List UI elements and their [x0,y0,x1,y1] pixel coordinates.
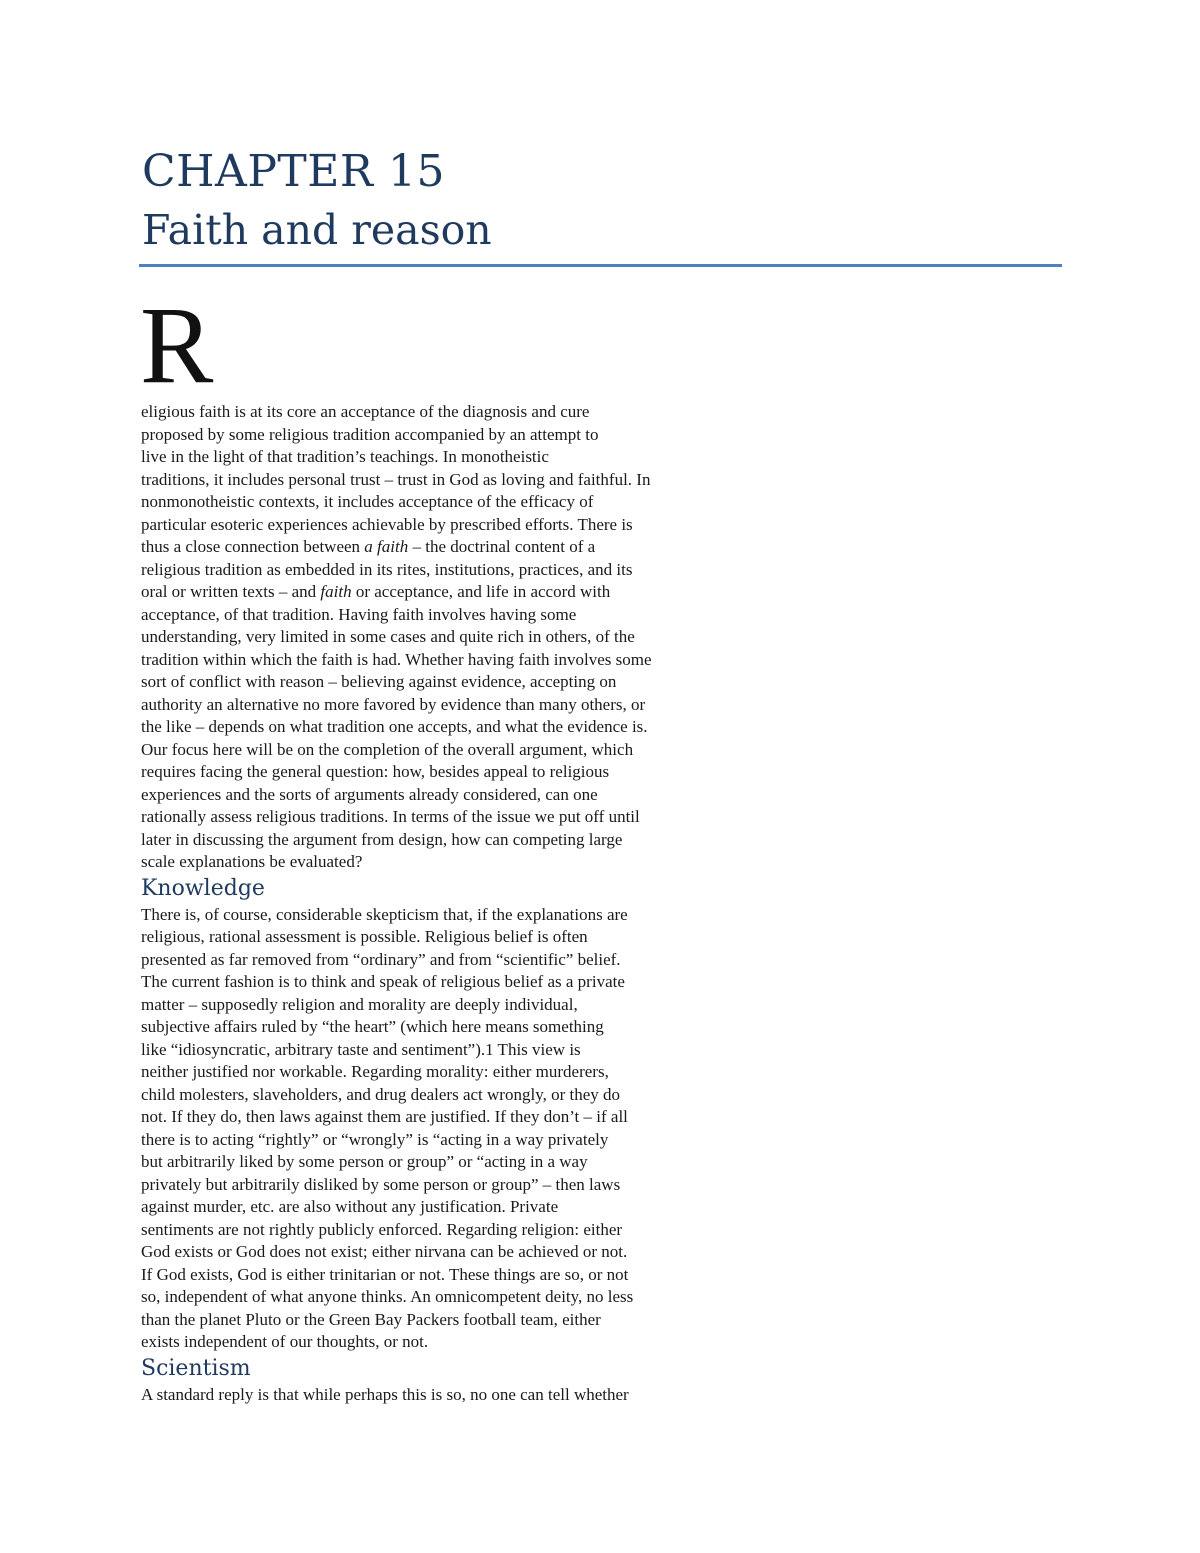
body-line: so, independent of what anyone thinks. An omnicompetent deity, no less [141,1287,634,1306]
body-line: not. If they do, then laws against them are justified. If they don’t – if all [141,1107,628,1126]
body-line: If God exists, God is either trinitarian or not. These things are so, or not [141,1264,629,1284]
body-line: but arbitrarily liked by some person or group” or “acting in a way [141,1152,588,1171]
body-line: tradition within which the faith is had. Whether having faith involves some [141,649,652,669]
chapter-number: CHAPTER 15 [142,146,445,197]
body-line: proposed by some religious tradition accompanied by an attempt to [141,424,599,444]
body-line: Our focus here will be on the completion of the overall argument, which [141,739,634,759]
body-line: experiences and the sorts of arguments already considered, can one [141,784,598,804]
body-line: rationally assess religious traditions. In terms of the issue we put off until [141,807,640,826]
body-line: matter – supposedly religion and morality are deeply individual, [141,994,578,1014]
body-line: A standard reply is that while perhaps this is so, no one can tell whether [141,1384,629,1404]
body-line [141,536,761,559]
body-line: later in discussing the argument from design, how can competing large [141,829,623,849]
body-line: scale explanations be evaluated? [141,852,363,871]
body-line: traditions, it includes personal trust – trust in God as loving and faithful. In [141,469,651,489]
chapter-title: Faith and reason [142,206,492,254]
body-line: authority an alternative no more favored by evidence than many others, or [141,694,646,714]
italic-term: a faith [364,537,409,556]
body-line: requires facing the general question: how, besides appeal to religious [141,762,610,781]
text-run: or acceptance, and life in accord with [351,582,611,601]
title-rule [139,264,1062,267]
text-run: – the doctrinal content of a [408,537,596,556]
body-line: acceptance, of that tradition. Having faith involves having some [141,604,577,624]
body-line: like “idiosyncratic, arbitrary taste and sentiment”).1 This view is [141,1039,581,1059]
body-line: understanding, very limited in some cases and quite rich in others, of the [141,627,635,646]
body-line: eligious faith is at its core an acceptance of the diagnosis and cure [141,402,590,421]
body-line: particular esoteric experiences achievable by prescribed efforts. There is [141,514,633,534]
body-line: exists independent of our thoughts, or not. [141,1332,429,1351]
section-heading-knowledge: Knowledge [141,875,265,901]
body-line: there is to acting “rightly” or “wrongly” is “acting in a way privately [141,1129,609,1149]
text-run: thus a close connection between [141,537,365,556]
body-line: religious, rational assessment is possible. Religious belief is often [141,927,588,946]
body-line: the like – depends on what tradition one accepts, and what the evidence is. [141,717,648,736]
body-line: God exists or God does not exist; either nirvana can be achieved or not. [141,1242,628,1261]
body-line: child molesters, slaveholders, and drug dealers act wrongly, or they do [141,1084,621,1104]
text-run: oral or written texts – and [141,582,321,601]
body-line: religious tradition as embedded in its rites, institutions, practices, and its [141,559,633,579]
body-line: The current fashion is to think and speak of religious belief as a private [141,972,625,991]
body-line: live in the light of that tradition’s teachings. In monotheistic [141,447,549,466]
body-line: neither justified nor workable. Regarding morality: either murderers, [141,1062,609,1081]
body-line: sort of conflict with reason – believing against evidence, accepting on [141,672,617,691]
body-line: There is, of course, considerable skepticism that, if the explanations are [141,904,628,924]
body-line: subjective affairs ruled by “the heart” (which here means something [141,1017,604,1036]
body-line: presented as far removed from “ordinary” and from “scientific” belief. [141,949,621,969]
body-line [141,581,761,604]
body-line: sentiments are not rightly publicly enforced. Regarding religion: either [141,1219,623,1239]
chapter-body [141,401,761,1406]
section-heading-scientism: Scientism [141,1355,251,1381]
drop-cap: R [140,284,214,406]
body-line: against murder, etc. are also without any justification. Private [141,1197,559,1216]
body-line: privately but arbitrarily disliked by some person or group” – then laws [141,1174,621,1194]
italic-term: faith [320,582,352,601]
body-line: nonmonotheistic contexts, it includes acceptance of the efficacy of [141,492,594,511]
body-line: than the planet Pluto or the Green Bay Packers football team, either [141,1309,601,1329]
